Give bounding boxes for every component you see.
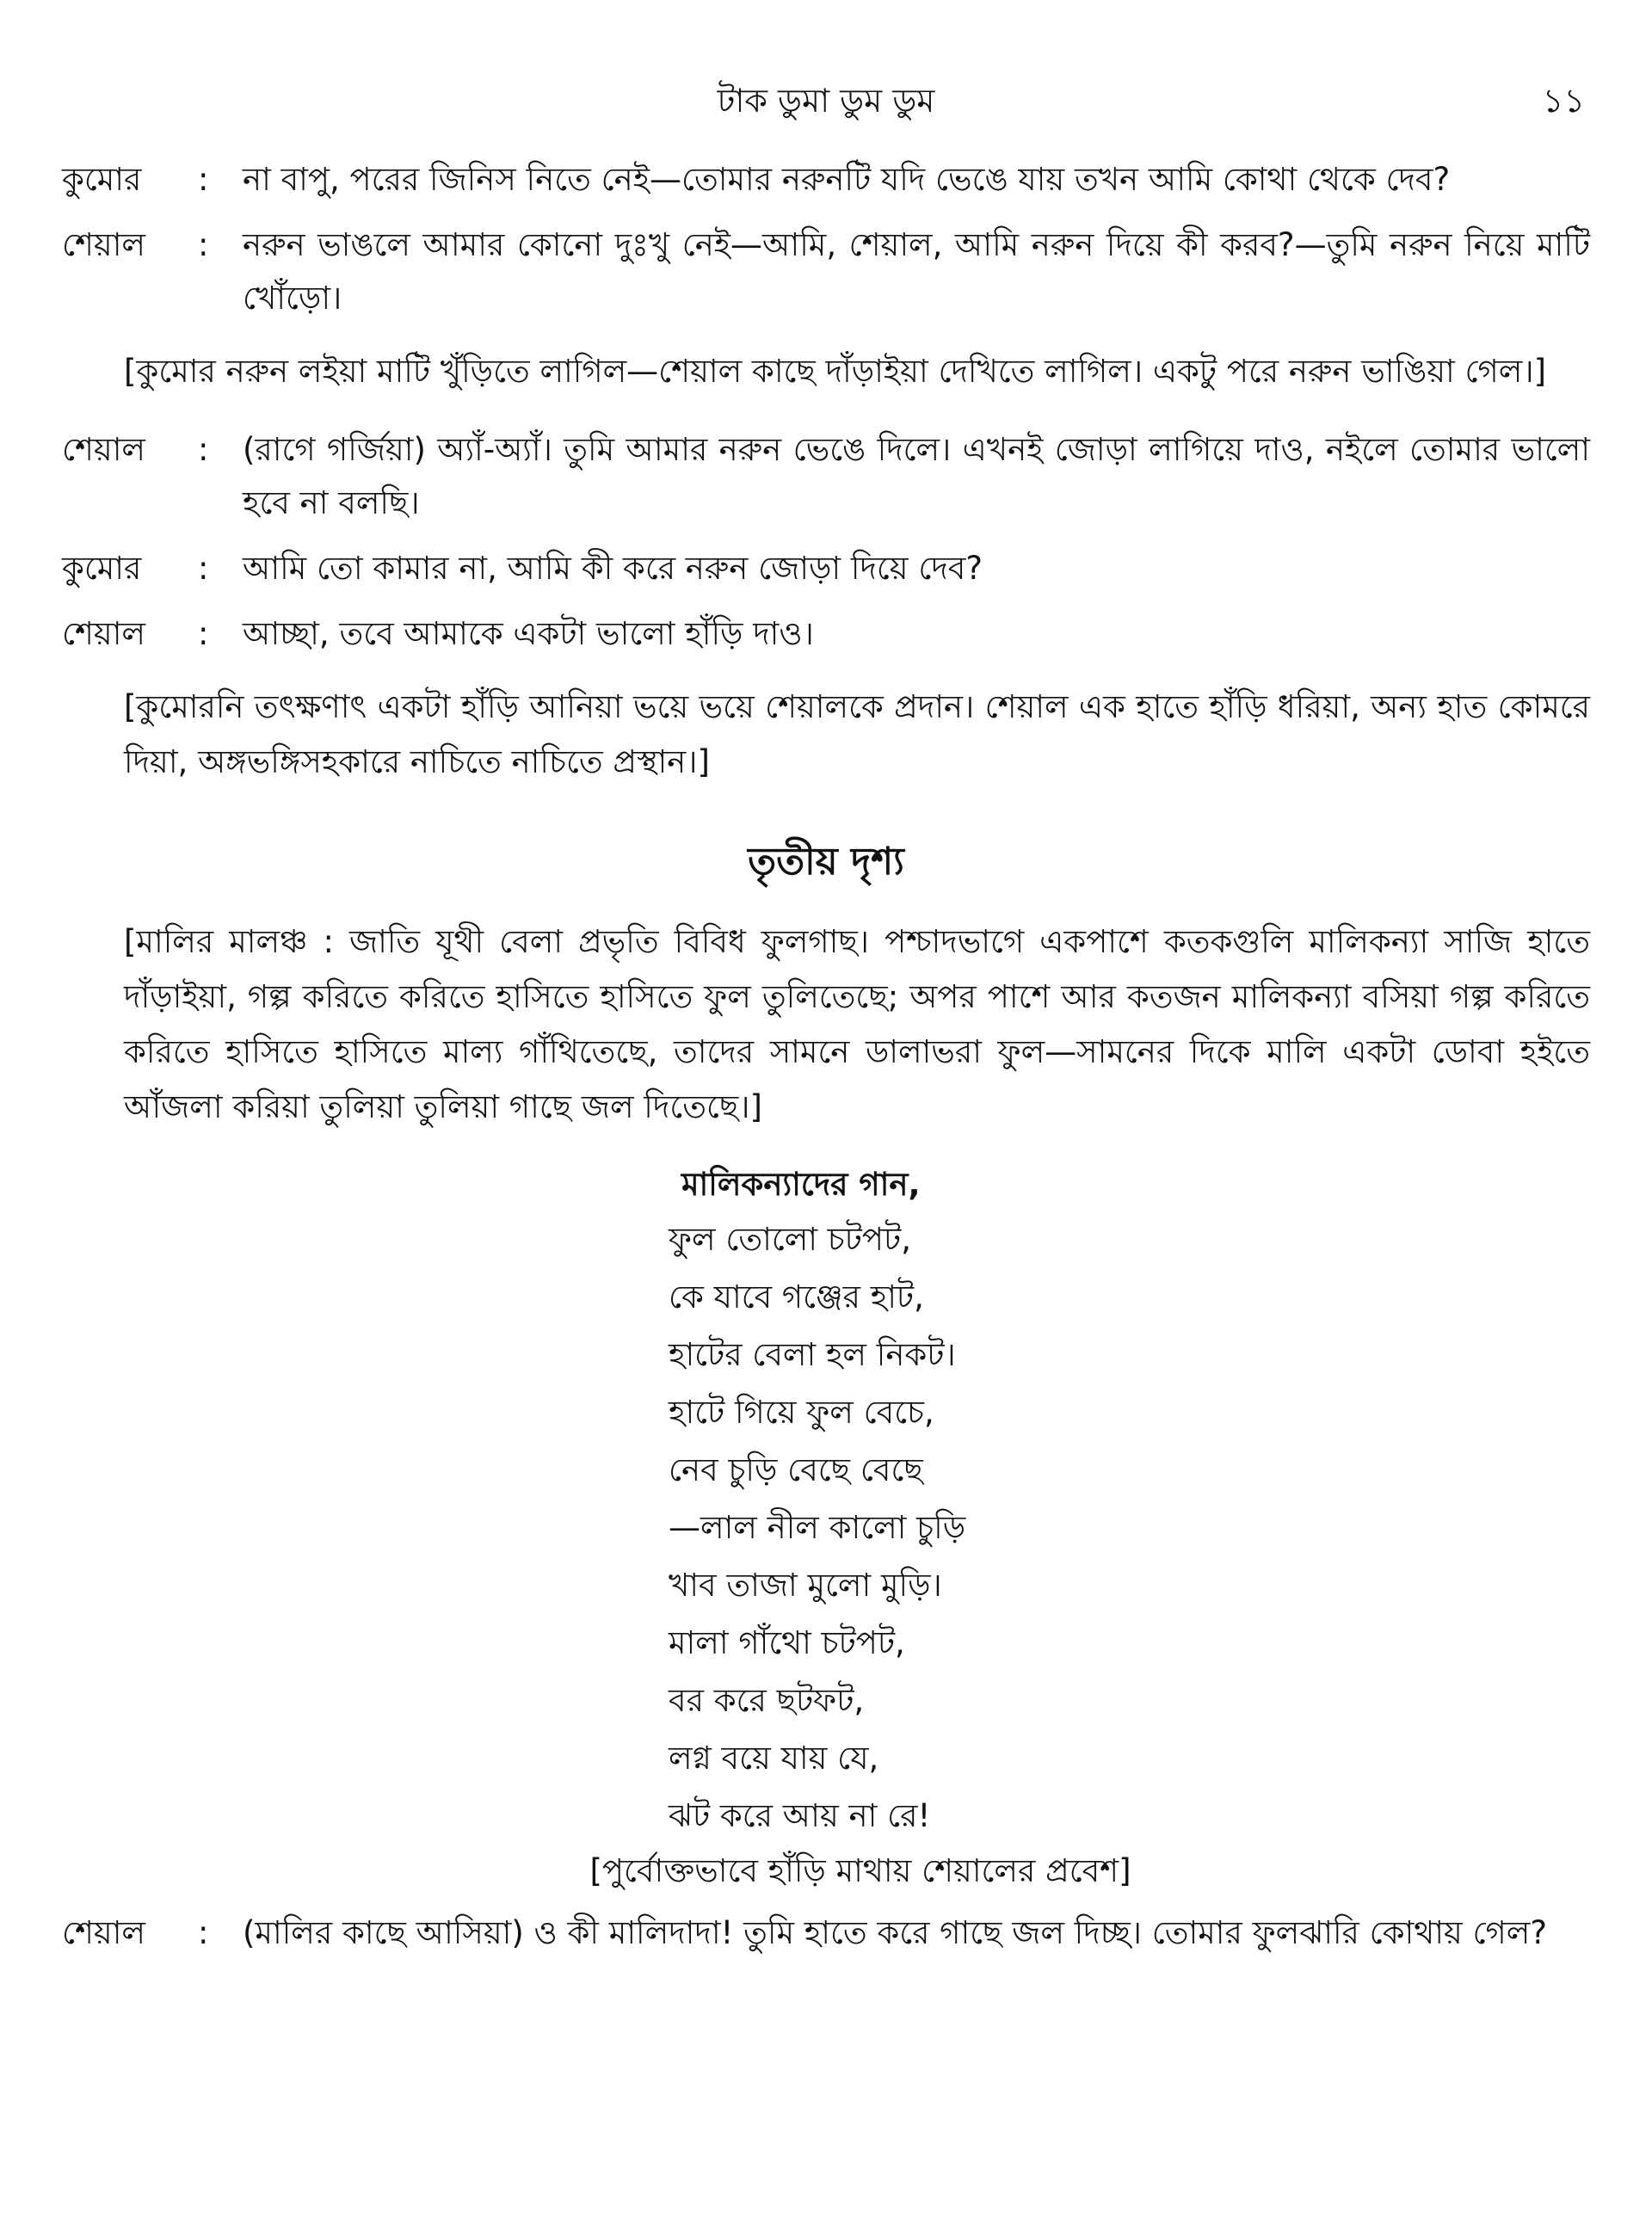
running-title: টাক ডুমা ডুম ডুম	[717, 82, 935, 120]
entry-direction: [পুর্বোক্তভাবে হাঁড়ি মাথায় শেয়ালের প্রবেশ]	[589, 1852, 1131, 1889]
speaker-colon: :	[198, 431, 209, 468]
dialogue-text: আমি তো কামার না, আমি কী করে নরুন জোড়া দিয়ে দেব?	[243, 550, 983, 587]
speaker-colon: :	[198, 615, 209, 652]
dialogue-line	[62, 607, 1590, 661]
dialogue-line	[62, 423, 1590, 530]
speaker-colon: :	[198, 550, 209, 587]
page-body	[62, 153, 1590, 1972]
speaker-name: শেয়াল	[62, 431, 145, 468]
dialogue-text: (রাগে গর্জিয়া) অ্যাঁ-অ্যাঁ। তুমি আমার নরুন ভেঙে দিলে। এখনই জোড়া লাগিয়ে দাও, নইলে তোমার ভালো হবে না বলছি।	[243, 431, 1590, 521]
song-line: কে যাবে গঞ্জের হাট,	[669, 1278, 924, 1315]
speaker-name: কুমোর	[62, 161, 142, 198]
page-header	[0, 76, 1652, 127]
song-heading: মালিকন্যাদের গান,	[681, 1166, 921, 1203]
speaker-name: শেয়াল	[62, 1914, 145, 1951]
dialogue-text: আচ্ছা, তবে আমাকে একটা ভালো হাঁড়ি দাও।	[243, 615, 814, 652]
song-line: হাটের বেলা হল নিকট।	[669, 1336, 956, 1373]
dialogue-line	[62, 153, 1590, 206]
song-line: খাব তাজা মুলো মুড়ি।	[669, 1567, 942, 1604]
dialogue-line	[62, 219, 1590, 325]
speaker-colon: :	[198, 226, 209, 263]
stage-direction: [কুমোরনি তৎক্ষণাৎ একটা হাঁড়ি আনিয়া ভয়ে ভয়ে শেয়ালকে প্রদান। শেয়াল এক হাতে হাঁড়ি ধরিয়া, অন্য হাত কোমরে দিয়া, অঙ্গভঙ্গিসহকারে নাচিতে নাচিতে প্রস্থান।]	[124, 688, 1590, 780]
song-line: নেব চুড়ি বেছে বেছে	[669, 1451, 923, 1488]
song-line: বর করে ছটফট,	[669, 1682, 865, 1719]
speaker-name: শেয়াল	[62, 226, 145, 263]
song-line: —লাল নীল কালো চুড়ি	[669, 1509, 966, 1546]
song-line: মালা গাঁথো চটপট,	[669, 1624, 905, 1661]
scene-title: তৃতীয় দৃশ্য	[748, 840, 904, 884]
dialogue-line	[62, 1907, 1590, 1960]
stage-direction: [কুমোর নরুন লইয়া মাটি খুঁড়িতে লাগিল—শেয়াল কাছে দাঁড়াইয়া দেখিতে লাগিল। একটু পরে নরুন ভাঙিয়া গেল।]	[124, 353, 1547, 390]
dialogue-text: নরুন ভাঙলে আমার কোনো দুঃখু নেই—আমি, শেয়াল, আমি নরুন দিয়ে কী করব?—তুমি নরুন নিয়ে মাটি খোঁড়ো।	[243, 226, 1590, 317]
song-line: হাটে গিয়ে ফুল বেচে,	[669, 1394, 934, 1431]
dialogue-text: না বাপু, পরের জিনিস নিতে নেই—তোমার নরুনটি যদি ভেঙে যায় তখন আমি কোথা থেকে দেব?	[243, 161, 1451, 198]
song-line: লগ্ন বয়ে যায় যে,	[669, 1740, 879, 1777]
speaker-name: কুমোর	[62, 550, 142, 587]
dialogue-text: (মালির কাছে আসিয়া) ও কী মালিদাদা! তুমি হাতে করে গাছে জল দিচ্ছ। তোমার ফুলঝারি কোথায় গেল?	[243, 1914, 1547, 1951]
dialogue-line	[62, 542, 1590, 595]
scene-description: [মালির মালঞ্চ : জাতি যূথী বেলা প্রভৃতি বিবিধ ফুলগাছ। পশ্চাদভাগে একপাশে কতকগুলি মালিকন্যা সাজি হাতে দাঁড়াইয়া, গল্প করিতে করিতে হাসিতে হাসিতে ফুল তুলিতেছে; অপর পাশে আর কতজন মালিকন্যা বসিয়া গল্প করিতে করিতে হাসিতে হাসিতে মাল্য গাঁথিতেছে, তাদের সামনে ডালাভরা ফুল—সামনের দিকে মালি একটা ডোবা হইতে আঁজলা করিয়া তুলিয়া তুলিয়া গাছে জল দিতেছে।]	[124, 923, 1590, 1125]
speaker-name: শেয়াল	[62, 615, 145, 652]
song-line: ঝট করে আয় না রে!	[669, 1797, 931, 1834]
song-verse	[669, 1210, 1590, 1845]
page-number: ১১	[1542, 82, 1585, 120]
speaker-colon: :	[198, 161, 209, 198]
song-line: ফুল তোলো চটপট,	[669, 1221, 911, 1258]
speaker-colon: :	[198, 1914, 209, 1951]
